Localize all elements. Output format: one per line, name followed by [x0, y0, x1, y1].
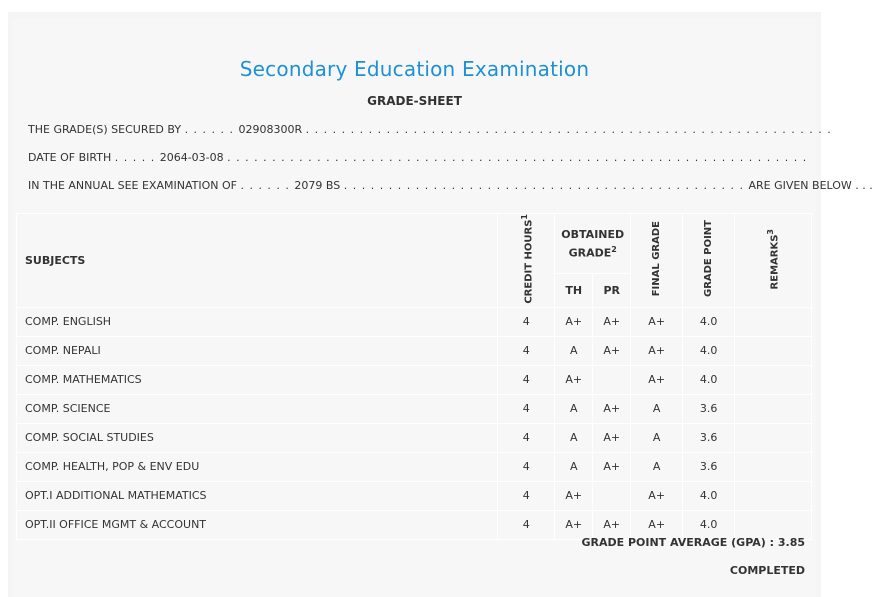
pr-grade-cell: A+ — [593, 394, 631, 423]
grade-point-cell: 4.0 — [683, 365, 735, 394]
pr-grade-cell — [593, 481, 631, 510]
th-grade-cell: A+ — [555, 307, 593, 336]
grade-point-text: GRADE POINT — [703, 220, 715, 298]
grade-sheet-panel — [12, 18, 873, 597]
subject-cell: COMP. MATHEMATICS — [17, 365, 498, 394]
grade-point-cell: 3.6 — [683, 452, 735, 481]
grade-sheet-heading: GRADE-SHEET — [367, 94, 462, 108]
subject-cell: COMP. NEPALI — [17, 336, 498, 365]
th-grade-cell: A — [555, 394, 593, 423]
header-subjects — [17, 214, 498, 308]
final-grade-cell: A+ — [631, 365, 683, 394]
obtained-grade-sup: 2 — [611, 244, 617, 254]
table-row — [17, 423, 812, 452]
final-grade-cell: A — [631, 452, 683, 481]
th-grade-cell: A+ — [555, 365, 593, 394]
exam-suffix: ARE GIVEN BELOW . . . — [748, 179, 873, 192]
grade-point-cell: 3.6 — [683, 394, 735, 423]
table-row — [17, 452, 812, 481]
credit-hours-sup: 1 — [519, 214, 529, 220]
grade-point-cell: 3.6 — [683, 423, 735, 452]
grades-table-body — [17, 307, 812, 539]
pr-grade-cell: A+ — [593, 423, 631, 452]
dob-label: DATE OF BIRTH — [28, 151, 112, 164]
secured-by-value: 02908300R — [238, 123, 303, 136]
remarks-cell — [735, 336, 812, 365]
remarks-cell — [735, 394, 812, 423]
pr-grade-cell: A+ — [593, 307, 631, 336]
credit-hours-text: CREDIT HOURS — [522, 219, 534, 304]
th-grade-cell: A — [555, 423, 593, 452]
header-remarks — [735, 214, 812, 308]
grade-point-cell: 4.0 — [683, 336, 735, 365]
remarks-cell — [735, 452, 812, 481]
header-credit-hours-label — [519, 214, 534, 304]
exam-value: 2079 BS — [294, 179, 341, 192]
table-row — [17, 481, 812, 510]
secured-by-line: THE GRADE(S) SECURED BY . . . . . . 02908300R . . . . . . . . . . . . . . . . . . . . . . . . . . . . . . . . . . . . . . . . . . . . . . . . . . . . . . . . . . . — [28, 123, 832, 136]
final-grade-cell: A — [631, 423, 683, 452]
grade-sheet — [8, 12, 873, 597]
pr-grade-cell: A+ — [593, 336, 631, 365]
credit-hours-cell: 4 — [498, 394, 555, 423]
dob-line: DATE OF BIRTH . . . . . 2064-03-08 . . . . . . . . . . . . . . . . . . . . . . . . . . . . . . . . . . . . . . . . . . . . . . . . . . . . . . . . . . . . . . . . . — [28, 151, 808, 164]
obtained-grade-text: OBTAINED GRADE — [561, 227, 625, 260]
remarks-label — [765, 229, 780, 289]
pr-grade-cell: A+ — [593, 452, 631, 481]
th-grade-cell: A — [555, 336, 593, 365]
table-row — [17, 336, 812, 365]
credit-hours-cell: 4 — [498, 510, 555, 539]
th-grade-cell: A+ — [555, 481, 593, 510]
remarks-cell — [735, 365, 812, 394]
final-grade-cell: A+ — [631, 307, 683, 336]
gpa-value: 3.85 — [777, 536, 805, 549]
pr-grade-cell: A+ — [593, 510, 631, 539]
table-row — [17, 365, 812, 394]
gpa-line — [581, 536, 805, 549]
final-grade-text: FINAL GRADE — [651, 221, 663, 297]
remarks-sup: 3 — [766, 228, 776, 235]
subject-cell: COMP. ENGLISH — [17, 307, 498, 336]
table-row — [17, 394, 812, 423]
table-row — [17, 307, 812, 336]
remarks-cell — [735, 510, 812, 539]
table-row — [17, 510, 812, 539]
header-final-grade — [631, 214, 683, 308]
subject-cell: COMP. SCIENCE — [17, 394, 498, 423]
pr-grade-cell — [593, 365, 631, 394]
header-pr: PR — [593, 274, 631, 307]
header-th: TH — [555, 274, 593, 307]
exam-label: IN THE ANNUAL SEE EXAMINATION OF — [28, 179, 237, 192]
header-grade-point — [683, 214, 735, 308]
subject-cell: COMP. SOCIAL STUDIES — [17, 423, 498, 452]
header-credit-hours — [498, 214, 555, 308]
credit-hours-cell: 4 — [498, 481, 555, 510]
grade-point-cell: 4.0 — [683, 307, 735, 336]
final-grade-cell: A+ — [631, 336, 683, 365]
remarks-cell — [735, 481, 812, 510]
grade-point-cell: 4.0 — [683, 481, 735, 510]
remarks-cell — [735, 307, 812, 336]
subject-cell: COMP. HEALTH, POP & ENV EDU — [17, 452, 498, 481]
credit-hours-cell: 4 — [498, 307, 555, 336]
status-text: COMPLETED — [729, 564, 805, 577]
th-grade-cell: A+ — [555, 510, 593, 539]
remarks-text: REMARKS — [769, 234, 781, 290]
exam-title: Secondary Education Examination — [239, 57, 590, 81]
credit-hours-cell: 4 — [498, 452, 555, 481]
credit-hours-cell: 4 — [498, 336, 555, 365]
exam-line: IN THE ANNUAL SEE EXAMINATION OF . . . . . . 2079 BS . . . . . . . . . . . . . . . . . . . . . . . . . . . . . . . . . . . . . . . . . . . . . ARE GIVEN BELOW . . . — [28, 179, 873, 192]
grade-point-cell: 4.0 — [683, 510, 735, 539]
subject-cell: OPT.II OFFICE MGMT & ACCOUNT — [17, 510, 498, 539]
credit-hours-cell: 4 — [498, 423, 555, 452]
remarks-cell — [735, 423, 812, 452]
final-grade-cell: A+ — [631, 510, 683, 539]
final-grade-cell: A+ — [631, 481, 683, 510]
dob-value: 2064-03-08 — [159, 151, 224, 164]
header-subjects-label: SUBJECTS — [25, 253, 86, 267]
grades-table — [16, 213, 812, 540]
subject-cell: OPT.I ADDITIONAL MATHEMATICS — [17, 481, 498, 510]
header-obtained-grade — [555, 214, 631, 274]
secured-by-label: THE GRADE(S) SECURED BY — [28, 123, 182, 136]
credit-hours-cell: 4 — [498, 365, 555, 394]
gpa-label: GRADE POINT AVERAGE (GPA) : — [581, 536, 775, 549]
th-grade-cell: A — [555, 452, 593, 481]
final-grade-cell: A — [631, 394, 683, 423]
